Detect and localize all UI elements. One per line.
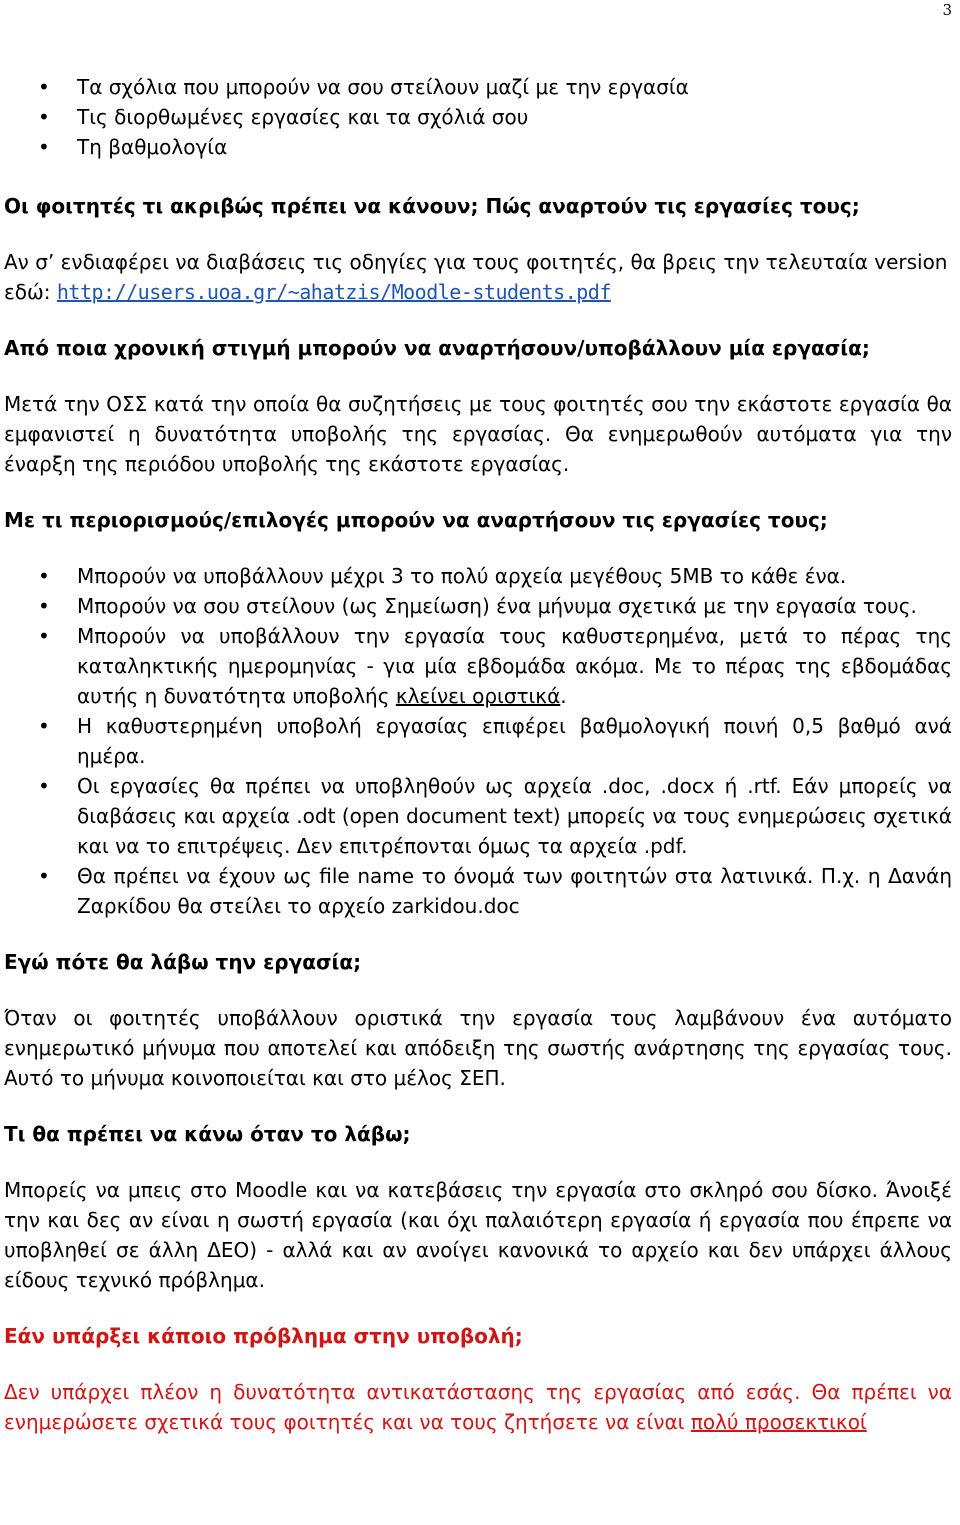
paragraph: Αν σ’ ενδιαφέρει να διαβάσεις τις οδηγίες για τους φοιτητές, θα βρεις την τελευταία version εδώ: http://users.uoa.gr/~ahatzis/Moodle-students.pdf bbox=[4, 250, 948, 304]
list-item: • Τα σχόλια που μπορούν να σου στείλουν μαζί με την εργασία bbox=[4, 72, 952, 102]
list-item: • Η καθυστερημένη υποβολή εργασίας επιφέρει βαθμολογική ποινή 0,5 βαθμό ανά ημέρα. bbox=[4, 711, 952, 771]
restrictions-list bbox=[4, 561, 952, 921]
list-item: • Μπορούν να σου στείλουν (ως Σημείωση) ένα μήνυμα σχετικά με την εργασία τους. bbox=[4, 591, 952, 621]
bullet-icon: • bbox=[38, 75, 50, 99]
warning-paragraph: Δεν υπάρχει πλέον η δυνατότητα αντικατάστασης της εργασίας από εσάς. Θα πρέπει να ενημερώσετε σχετικά τους φοιτητές και να τους ζητήσετε να είναι πολύ προσεκτικοί bbox=[4, 1380, 952, 1434]
paragraph: Μετά την ΟΣΣ κατά την οποία θα συζητήσεις με τους φοιτητές σου την εκάστοτε εργασία θα εμφανιστεί η δυνατότητα υποβολής της εργασίας. Θα ενημερωθούν αυτόματα για την έναρξη της περιόδου υποβολής της εκάστοτε εργασίας. bbox=[4, 392, 952, 476]
bullet-icon: • bbox=[38, 864, 50, 888]
list-item: • Θα πρέπει να έχουν ως file name το όνομά των φοιτητών στα λατινικά. Π.χ. η Δανάη Ζαρκίδου θα στείλει το αρχείο zarkidou.doc bbox=[4, 861, 952, 921]
section-heading: Από ποια χρονική στιγμή μπορούν να αναρτήσουν/υποβάλλουν μία εργασία; bbox=[4, 336, 870, 360]
bullet-icon: • bbox=[38, 564, 50, 588]
paragraph: Όταν οι φοιτητές υποβάλλουν οριστικά την εργασία τους λαμβάνουν ένα αυτόματο ενημερωτικό μήνυμα που αποτελεί και απόδειξη της σωστής ανάρτησης της εργασίας τους. Αυτό το μήνυμα κοινοποιείται και στο μέλος ΣΕΠ. bbox=[4, 1006, 952, 1090]
page-number: 3 bbox=[942, 1, 952, 19]
section-heading: Εγώ πότε θα λάβω την εργασία; bbox=[4, 950, 362, 974]
section-heading: Τι θα πρέπει να κάνω όταν το λάβω; bbox=[4, 1122, 411, 1146]
warning-heading: Εάν υπάρξει κάποιο πρόβλημα στην υποβολή; bbox=[4, 1324, 523, 1348]
section-heading: Με τι περιορισμούς/επιλογές μπορούν να αναρτήσουν τις εργασίες τους; bbox=[4, 508, 828, 532]
bullet-icon: • bbox=[38, 774, 50, 798]
bullet-icon: • bbox=[38, 714, 50, 738]
list-item: • Μπορούν να υποβάλλουν την εργασία τους καθυστερημένα, μετά το πέρας της καταληκτικής ημερομηνίας - για μία εβδομάδα ακόμα. Με το πέρας της εβδομάδας αυτής η δυνατότητα υποβολής κλείνει οριστικά. bbox=[4, 621, 952, 711]
section-heading: Οι φοιτητές τι ακριβώς πρέπει να κάνουν; Πώς αναρτούν τις εργασίες τους; bbox=[4, 194, 860, 218]
bullet-icon: • bbox=[38, 594, 50, 618]
list-item: • Τις διορθωμένες εργασίες και τα σχόλιά σου bbox=[4, 102, 952, 132]
top-bullet-list bbox=[4, 72, 952, 162]
list-item: • Μπορούν να υποβάλλουν μέχρι 3 το πολύ αρχεία μεγέθους 5MB το κάθε ένα. bbox=[4, 561, 952, 591]
list-item: • Οι εργασίες θα πρέπει να υποβληθούν ως αρχεία .doc, .docx ή .rtf. Εάν μπορείς να διαβάσεις και αρχεία .odt (open document text) μπορείς να τους ενημερώσεις σχετικά και να το επιτρέψεις. Δεν επιτρέπονται όμως τα αρχεία .pdf. bbox=[4, 771, 952, 861]
paragraph: Μπορείς να μπεις στο Moodle και να κατεβάσεις την εργασία στο σκληρό σου δίσκο. Άνοιξέ την και δες αν είναι η σωστή εργασία (και όχι παλαιότερη εργασία ή εργασία που έπρεπε να υποβληθεί σε άλλη ΔΕΟ) - αλλά και αν ανοίγει κανονικά το αρχείο και δεν υπάρχει άλλους είδους τεχνικό πρόβλημα. bbox=[4, 1178, 952, 1292]
bullet-icon: • bbox=[38, 135, 50, 159]
bullet-icon: • bbox=[38, 624, 50, 648]
document-body bbox=[4, 72, 952, 1437]
students-guide-link[interactable]: http://users.uoa.gr/~ahatzis/Moodle-students.pdf bbox=[56, 280, 611, 304]
list-item: • Τη βαθμολογία bbox=[4, 132, 952, 162]
bullet-icon: • bbox=[38, 105, 50, 129]
